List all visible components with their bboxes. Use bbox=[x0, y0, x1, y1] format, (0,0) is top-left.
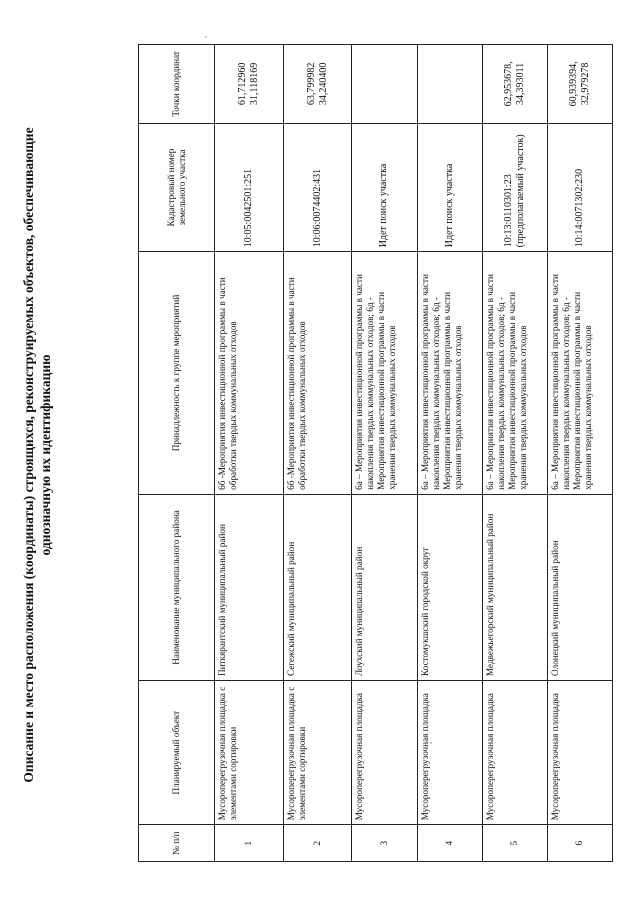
table-row bbox=[283, 45, 352, 862]
cell-object: Мусороперегрузочная площадка bbox=[417, 681, 482, 825]
cell-cadastral: 10:13:0110301:23 (предполагаемый участок) bbox=[482, 123, 547, 252]
cell-district: Олонецкий муниципальный район bbox=[547, 494, 612, 680]
cell-coords: 62,953678, 34,393011 bbox=[482, 45, 547, 124]
header-group: Принадлежность к группе мероприятий bbox=[139, 252, 215, 495]
cell-group: 6б -Мероприятия инвестиционной программы в части обработки твердых коммунальных отходов bbox=[283, 252, 352, 495]
scan-speck bbox=[430, 742, 432, 744]
cell-district: Лоухский муниципальный район bbox=[352, 494, 417, 680]
table-header-row bbox=[139, 45, 215, 862]
cell-num: 4 bbox=[417, 825, 482, 862]
cell-district: Питкярантский муниципальный район bbox=[215, 494, 284, 680]
cell-object: Мусороперегрузочная площадка bbox=[352, 681, 417, 825]
cell-coords: 60,939394, 32,979278 bbox=[547, 45, 612, 124]
cell-object: Мусороперегрузочная площадка с элементами сортировки bbox=[215, 681, 284, 825]
header-district: Наименование муниципального района bbox=[139, 494, 215, 680]
header-num: № п/п bbox=[139, 825, 215, 862]
cell-object: Мусороперегрузочная площадка с элементами сортировки bbox=[283, 681, 352, 825]
cell-group: 6б -Мероприятия инвестиционной программы в части обработки твердых коммунальных отходов bbox=[215, 252, 284, 495]
cell-coords: 61,712960 31,118169 bbox=[215, 45, 284, 124]
header-coords: Точки координат bbox=[139, 45, 215, 124]
cell-object: Мусороперегрузочная площадка bbox=[482, 681, 547, 825]
cell-num: 5 bbox=[482, 825, 547, 862]
objects-table bbox=[138, 44, 613, 862]
table-row bbox=[352, 45, 417, 862]
cell-cadastral: 10:06:0074402:431 bbox=[283, 123, 352, 252]
cell-district: Сегежский муниципальный район bbox=[283, 494, 352, 680]
title-line-1: Описание и место расположения (координаты) строящихся, реконструируемых объектов, обеспечивающие bbox=[21, 127, 36, 783]
cell-coords bbox=[352, 45, 417, 124]
cell-group: 6а – Мероприятия инвестиционной программы в части накопления твердых коммунальных отходов; 6д - Мероприятия инвестиционной программы в части хранения твердых коммунальных отходов bbox=[417, 252, 482, 495]
cell-group: 6а – Мероприятия инвестиционной программы в части накопления твердых коммунальных отходов; 6д - Мероприятия инвестиционной программы в части хранения твердых коммунальных отходов bbox=[547, 252, 612, 495]
table-row bbox=[417, 45, 482, 862]
table-row bbox=[482, 45, 547, 862]
cell-cadastral: Идет поиск участка bbox=[417, 123, 482, 252]
cell-object: Мусороперегрузочная площадка bbox=[547, 681, 612, 825]
cell-num: 1 bbox=[215, 825, 284, 862]
scan-speck bbox=[205, 36, 207, 38]
cell-district: Медвежьегорский муниципальный район bbox=[482, 494, 547, 680]
cell-coords: 63,799982 34,240400 bbox=[283, 45, 352, 124]
rotated-content bbox=[0, 20, 640, 890]
title-line-2: однозначную их идентификацию bbox=[38, 354, 53, 556]
cell-num: 2 bbox=[283, 825, 352, 862]
table-row bbox=[215, 45, 284, 862]
cell-group: 6а – Мероприятия инвестиционной программы в части накопления твердых коммунальных отходов; 6д - Мероприятия инвестиционной программы в части хранения твердых коммунальных отходов bbox=[352, 252, 417, 495]
cell-num: 3 bbox=[352, 825, 417, 862]
header-cadastral: Кадастровый номер земельного участка bbox=[139, 123, 215, 252]
header-object: Планируемый объект bbox=[139, 681, 215, 825]
cell-district: Костомукшский городской округ bbox=[417, 494, 482, 680]
cell-cadastral: 10:14:0071302:230 bbox=[547, 123, 612, 252]
cell-cadastral: Идет поиск участка bbox=[352, 123, 417, 252]
cell-num: 6 bbox=[547, 825, 612, 862]
cell-coords bbox=[417, 45, 482, 124]
cell-group: 6а – Мероприятия инвестиционной программы в части накопления твердых коммунальных отходов; 6д - Мероприятия инвестиционной программы в части хранения твердых коммунальных отходов bbox=[482, 252, 547, 495]
cell-cadastral: 10:05:0042501:251 bbox=[215, 123, 284, 252]
document-title bbox=[20, 105, 54, 805]
table-row bbox=[547, 45, 612, 862]
